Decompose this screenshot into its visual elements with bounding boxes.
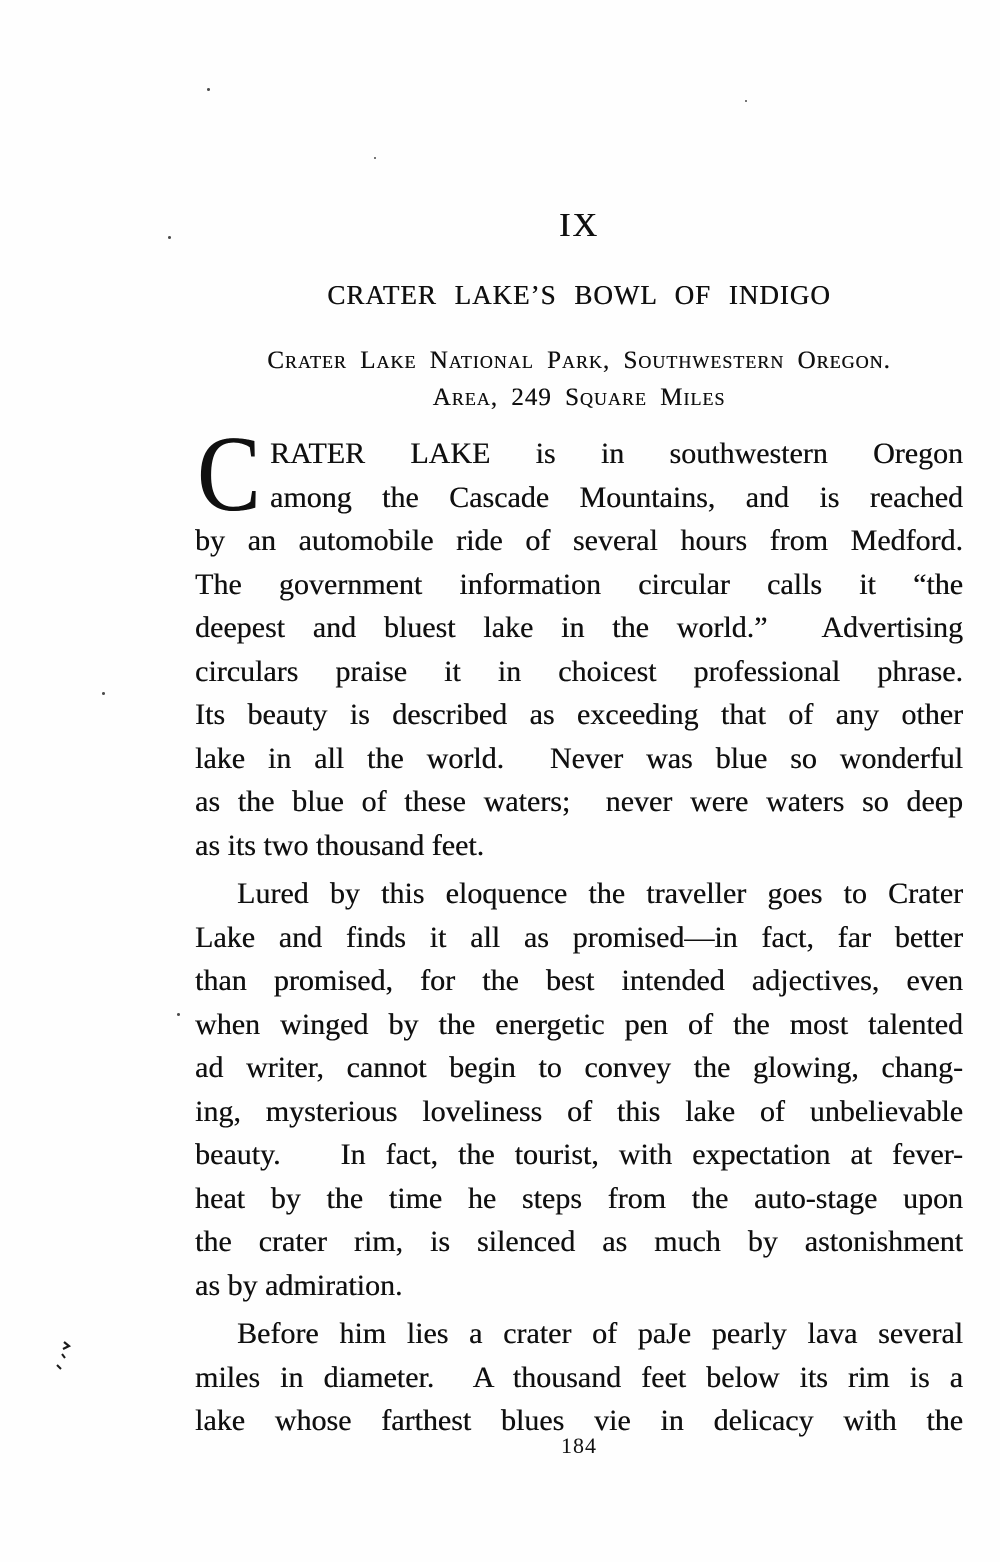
paragraph: [195, 872, 963, 1307]
subtitle-line-1: Crater Lake National Park, Southwestern Oregon.: [267, 347, 891, 374]
text-line: as its two thousand feet.: [195, 828, 485, 862]
text-line: Lake and finds it all as promised—in fact, far better: [195, 920, 963, 954]
page-number: 184: [561, 1433, 597, 1458]
text-line: ad writer, cannot begin to convey the glowing, chang-: [195, 1051, 963, 1084]
chapter-title: CRATER LAKE’S BOWL OF INDIGO: [327, 280, 831, 310]
text-line: Lured by this eloquence the traveller goes to Crater: [237, 877, 963, 910]
ink-speck: [177, 1013, 180, 1016]
paragraph: [195, 415, 963, 867]
text-line: RATER LAKE is in southwestern Oregon: [270, 437, 963, 470]
text-line: lake in all the world. Never was blue so wonderful: [195, 741, 963, 775]
text-line: than promised, for the best intended adjectives, even: [195, 964, 963, 997]
text-line: circulars praise it in choicest professional phrase.: [195, 654, 963, 688]
text-line: heat by the time he steps from the auto-stage upon: [195, 1181, 963, 1215]
text-line: among the Cascade Mountains, and is reached: [270, 480, 963, 514]
text-line: The government information circular calls it “the: [195, 567, 963, 601]
body-text: [195, 415, 963, 1443]
text-line: Before him lies a crater of paJe pearly lava several: [237, 1317, 963, 1350]
text-line: by an automobile ride of several hours from Medford.: [195, 524, 963, 557]
text-line: miles in diameter. A thousand feet below its rim is a: [195, 1360, 963, 1394]
ink-speck: [374, 157, 376, 159]
paragraph: [195, 1312, 963, 1443]
chapter-number: IX: [559, 207, 599, 244]
ink-speck: [168, 236, 171, 239]
text-line: beauty. In fact, the tourist, with expectation at fever-: [195, 1138, 963, 1171]
ink-speck: [745, 100, 747, 102]
chapter-subtitle: [195, 342, 963, 416]
text-line: as by admiration.: [195, 1268, 403, 1302]
text-line: Its beauty is described as exceeding that of any other: [195, 698, 963, 731]
pencil-mark: [54, 1338, 74, 1383]
ink-speck: [102, 692, 105, 695]
text-line: when winged by the energetic pen of the most talented: [195, 1007, 963, 1041]
text-line: as the blue of these waters; never were waters so deep: [195, 785, 963, 818]
text-line: deepest and bluest lake in the world.” Advertising: [195, 611, 963, 644]
drop-cap-letter: C: [197, 415, 261, 534]
ink-speck: [207, 88, 210, 91]
text-line: lake whose farthest blues vie in delicacy with the: [195, 1404, 963, 1437]
text-line: the crater rim, is silenced as much by astonishment: [195, 1225, 963, 1258]
text-line: ing, mysterious loveliness of this lake of unbelievable: [195, 1094, 963, 1128]
subtitle-line-2: Area, 249 Square Miles: [432, 384, 726, 411]
